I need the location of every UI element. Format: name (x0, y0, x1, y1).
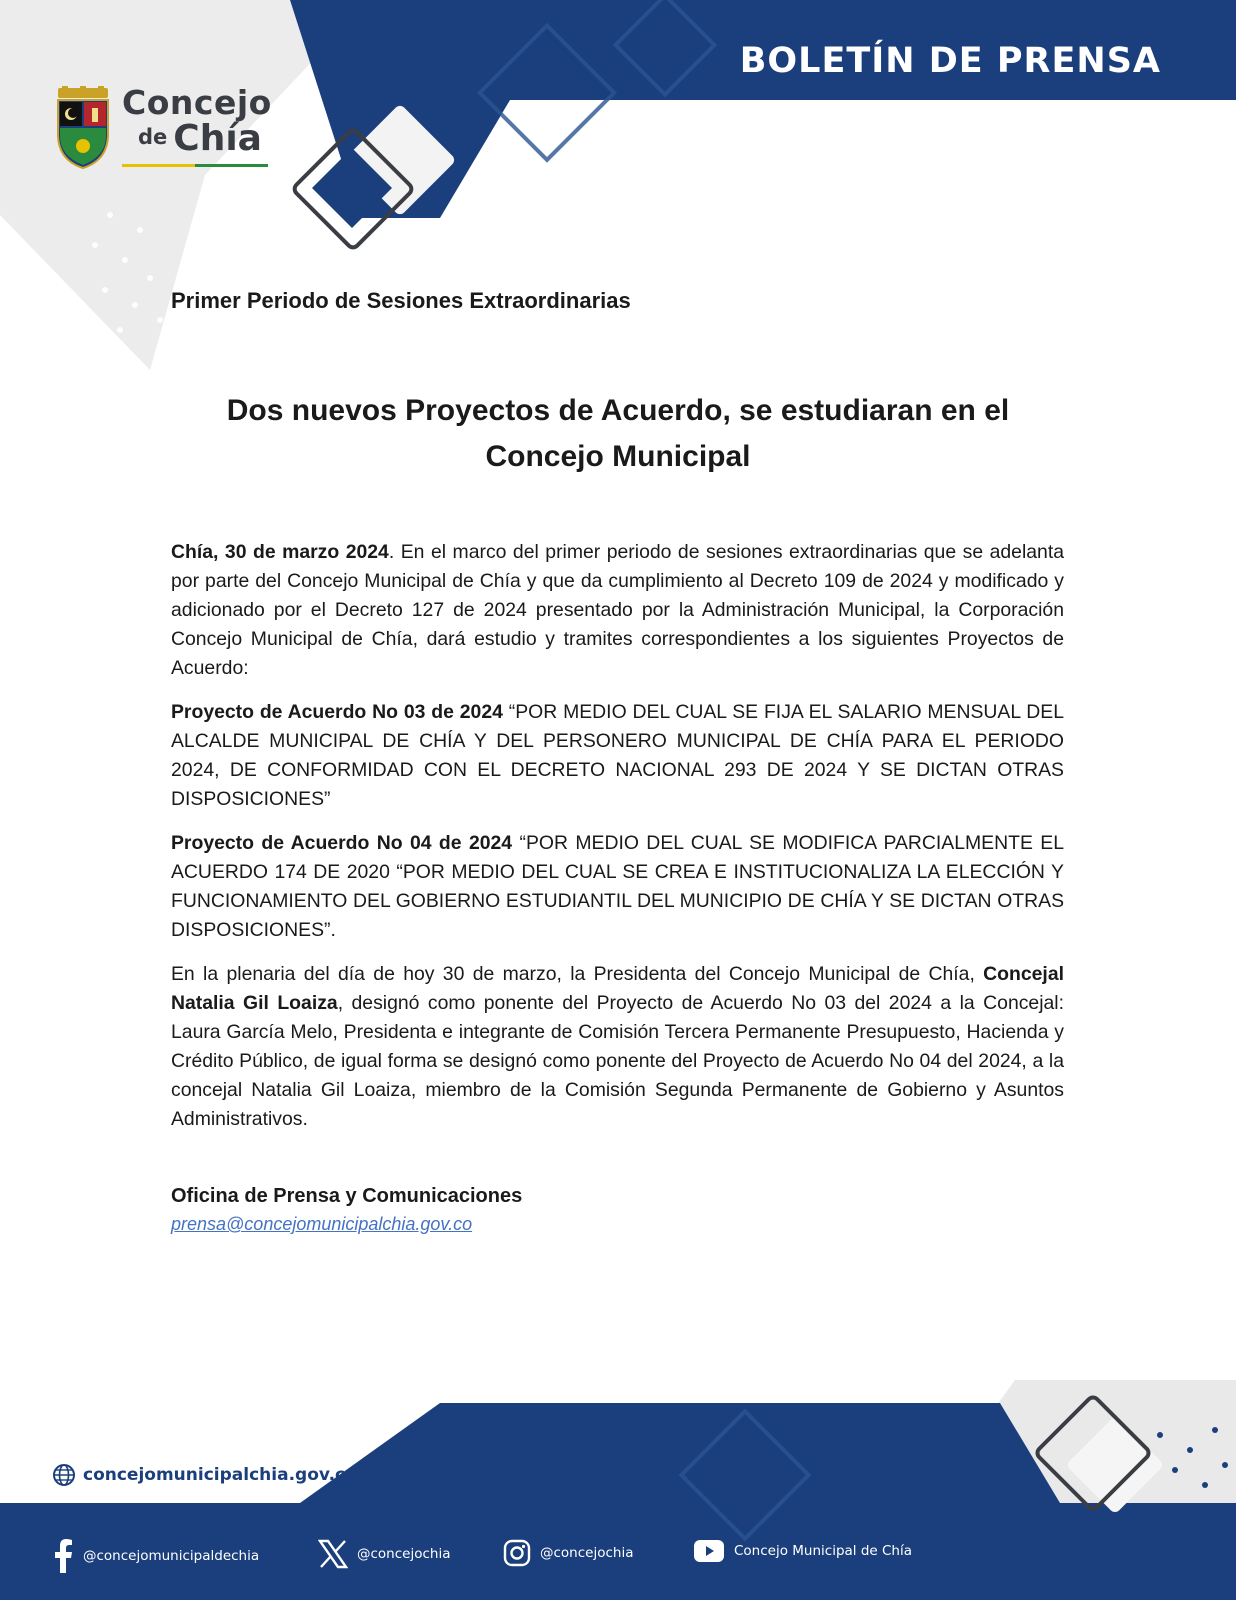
section-label: Primer Periodo de Sesiones Extraordinarias (171, 288, 631, 313)
header-blue-band (290, 0, 1236, 218)
bulletin-title: BOLETÍN DE PRENSA (739, 41, 1161, 81)
logo-underline-stripe (122, 164, 268, 167)
paragraph-project-04 (171, 829, 1064, 945)
instagram-link[interactable] (503, 1539, 633, 1567)
press-office-name: Oficina de Prensa y Comunicaciones (171, 1185, 523, 1207)
org-name-line1: Concejo (122, 83, 272, 122)
plenary-text-b: , designó como ponente del Proyecto de Acuerdo No 03 del 2024 a la Concejal: Laura García Melo, Presidenta e integrante de Comisión Tercera Permanente Presupuesto, Hacienda y Crédito Público, de igual forma se designó como ponente del Proyecto de Acuerdo No 04 del 2024, a la concejal Natalia Gil Loaiza, miembro de la Comisión Segunda Permanente de Gobierno y Asuntos Administrativos. (171, 992, 1064, 1130)
article-body (171, 538, 1064, 1149)
headline (171, 388, 1065, 480)
facebook-icon (52, 1539, 74, 1573)
paragraph-intro-text: . En el marco del primer periodo de sesiones extraordinarias que se adelanta por parte del Concejo Municipal de Chía y que da cumplimiento al Decreto 109 de 2024 y modificado y adicionado por el Decreto 127 de 2024 presentado por la Administración Municipal, la Corporación Concejo Municipal de Chía, dará estudio y tramites correspondientes a los siguientes Proyectos de Acuerdo: (171, 541, 1065, 679)
x-link[interactable] (318, 1539, 450, 1569)
x-icon (318, 1539, 348, 1569)
press-email-link[interactable]: prensa@concejomunicipalchia.gov.co (171, 1214, 473, 1234)
project-04-text: “POR MEDIO DEL CUAL SE MODIFICA PARCIALMENTE EL ACUERDO 174 DE 2020 “POR MEDIO DEL CUAL SE CREA E INSTITUCIONALIZA LA ELECCIÓN Y FUNCIONAMIENTO DEL GOBIERNO ESTUDIANTIL DEL MUNICIPIO DE CHÍA Y SE DICTAN OTRAS DISPOSICIONES”. (171, 832, 1065, 941)
dateline: Chía, 30 de marzo 2024 (171, 541, 389, 563)
globe-icon (52, 1463, 76, 1487)
org-logo (54, 84, 284, 176)
website-link[interactable] (52, 1463, 357, 1487)
paragraph-project-03 (171, 698, 1064, 814)
paragraph-intro (171, 538, 1064, 683)
facebook-link[interactable] (52, 1539, 259, 1573)
project-03-title: Proyecto de Acuerdo No 03 de 2024 (171, 701, 503, 723)
plenary-text-a: En la plenaria del día de hoy 30 de marzo, la Presidenta del Concejo Municipal de Chía, (171, 963, 984, 985)
paragraph-plenary (171, 960, 1064, 1134)
headline-line2: Concejo Municipal (485, 440, 751, 473)
plenary-bold-name: Concejal Natalia Gil Loaiza (171, 963, 1064, 1014)
youtube-link[interactable] (693, 1539, 912, 1563)
youtube-channel: Concejo Municipal de Chía (734, 1543, 913, 1559)
website-text: concejomunicipalchia.gov.co (83, 1465, 357, 1485)
youtube-icon (693, 1539, 725, 1563)
instagram-handle: @concejochia (540, 1545, 634, 1561)
facebook-handle: @concejomunicipaldechia (83, 1548, 260, 1564)
project-03-text: “POR MEDIO DEL CUAL SE FIJA EL SALARIO MENSUAL DEL ALCALDE MUNICIPAL DE CHÍA Y DEL PERSONERO MUNICIPAL DE CHÍA PARA EL PERIODO 2024, DE CONFORMIDAD CON EL DECRETO NACIONAL 293 DE 2024 Y SE DICTAN OTRAS DISPOSICIONES” (171, 701, 1064, 810)
coat-of-arms-icon (54, 86, 112, 170)
headline-line1: Dos nuevos Proyectos de Acuerdo, se estudiaran en el (226, 394, 1010, 427)
project-04-title: Proyecto de Acuerdo No 04 de 2024 (171, 832, 513, 854)
org-name-de: de (138, 125, 168, 149)
x-handle: @concejochia (357, 1546, 451, 1562)
org-name (122, 83, 272, 159)
instagram-icon (503, 1539, 531, 1567)
org-name-line2 (122, 118, 272, 159)
org-name-chia: Chía (173, 118, 262, 159)
